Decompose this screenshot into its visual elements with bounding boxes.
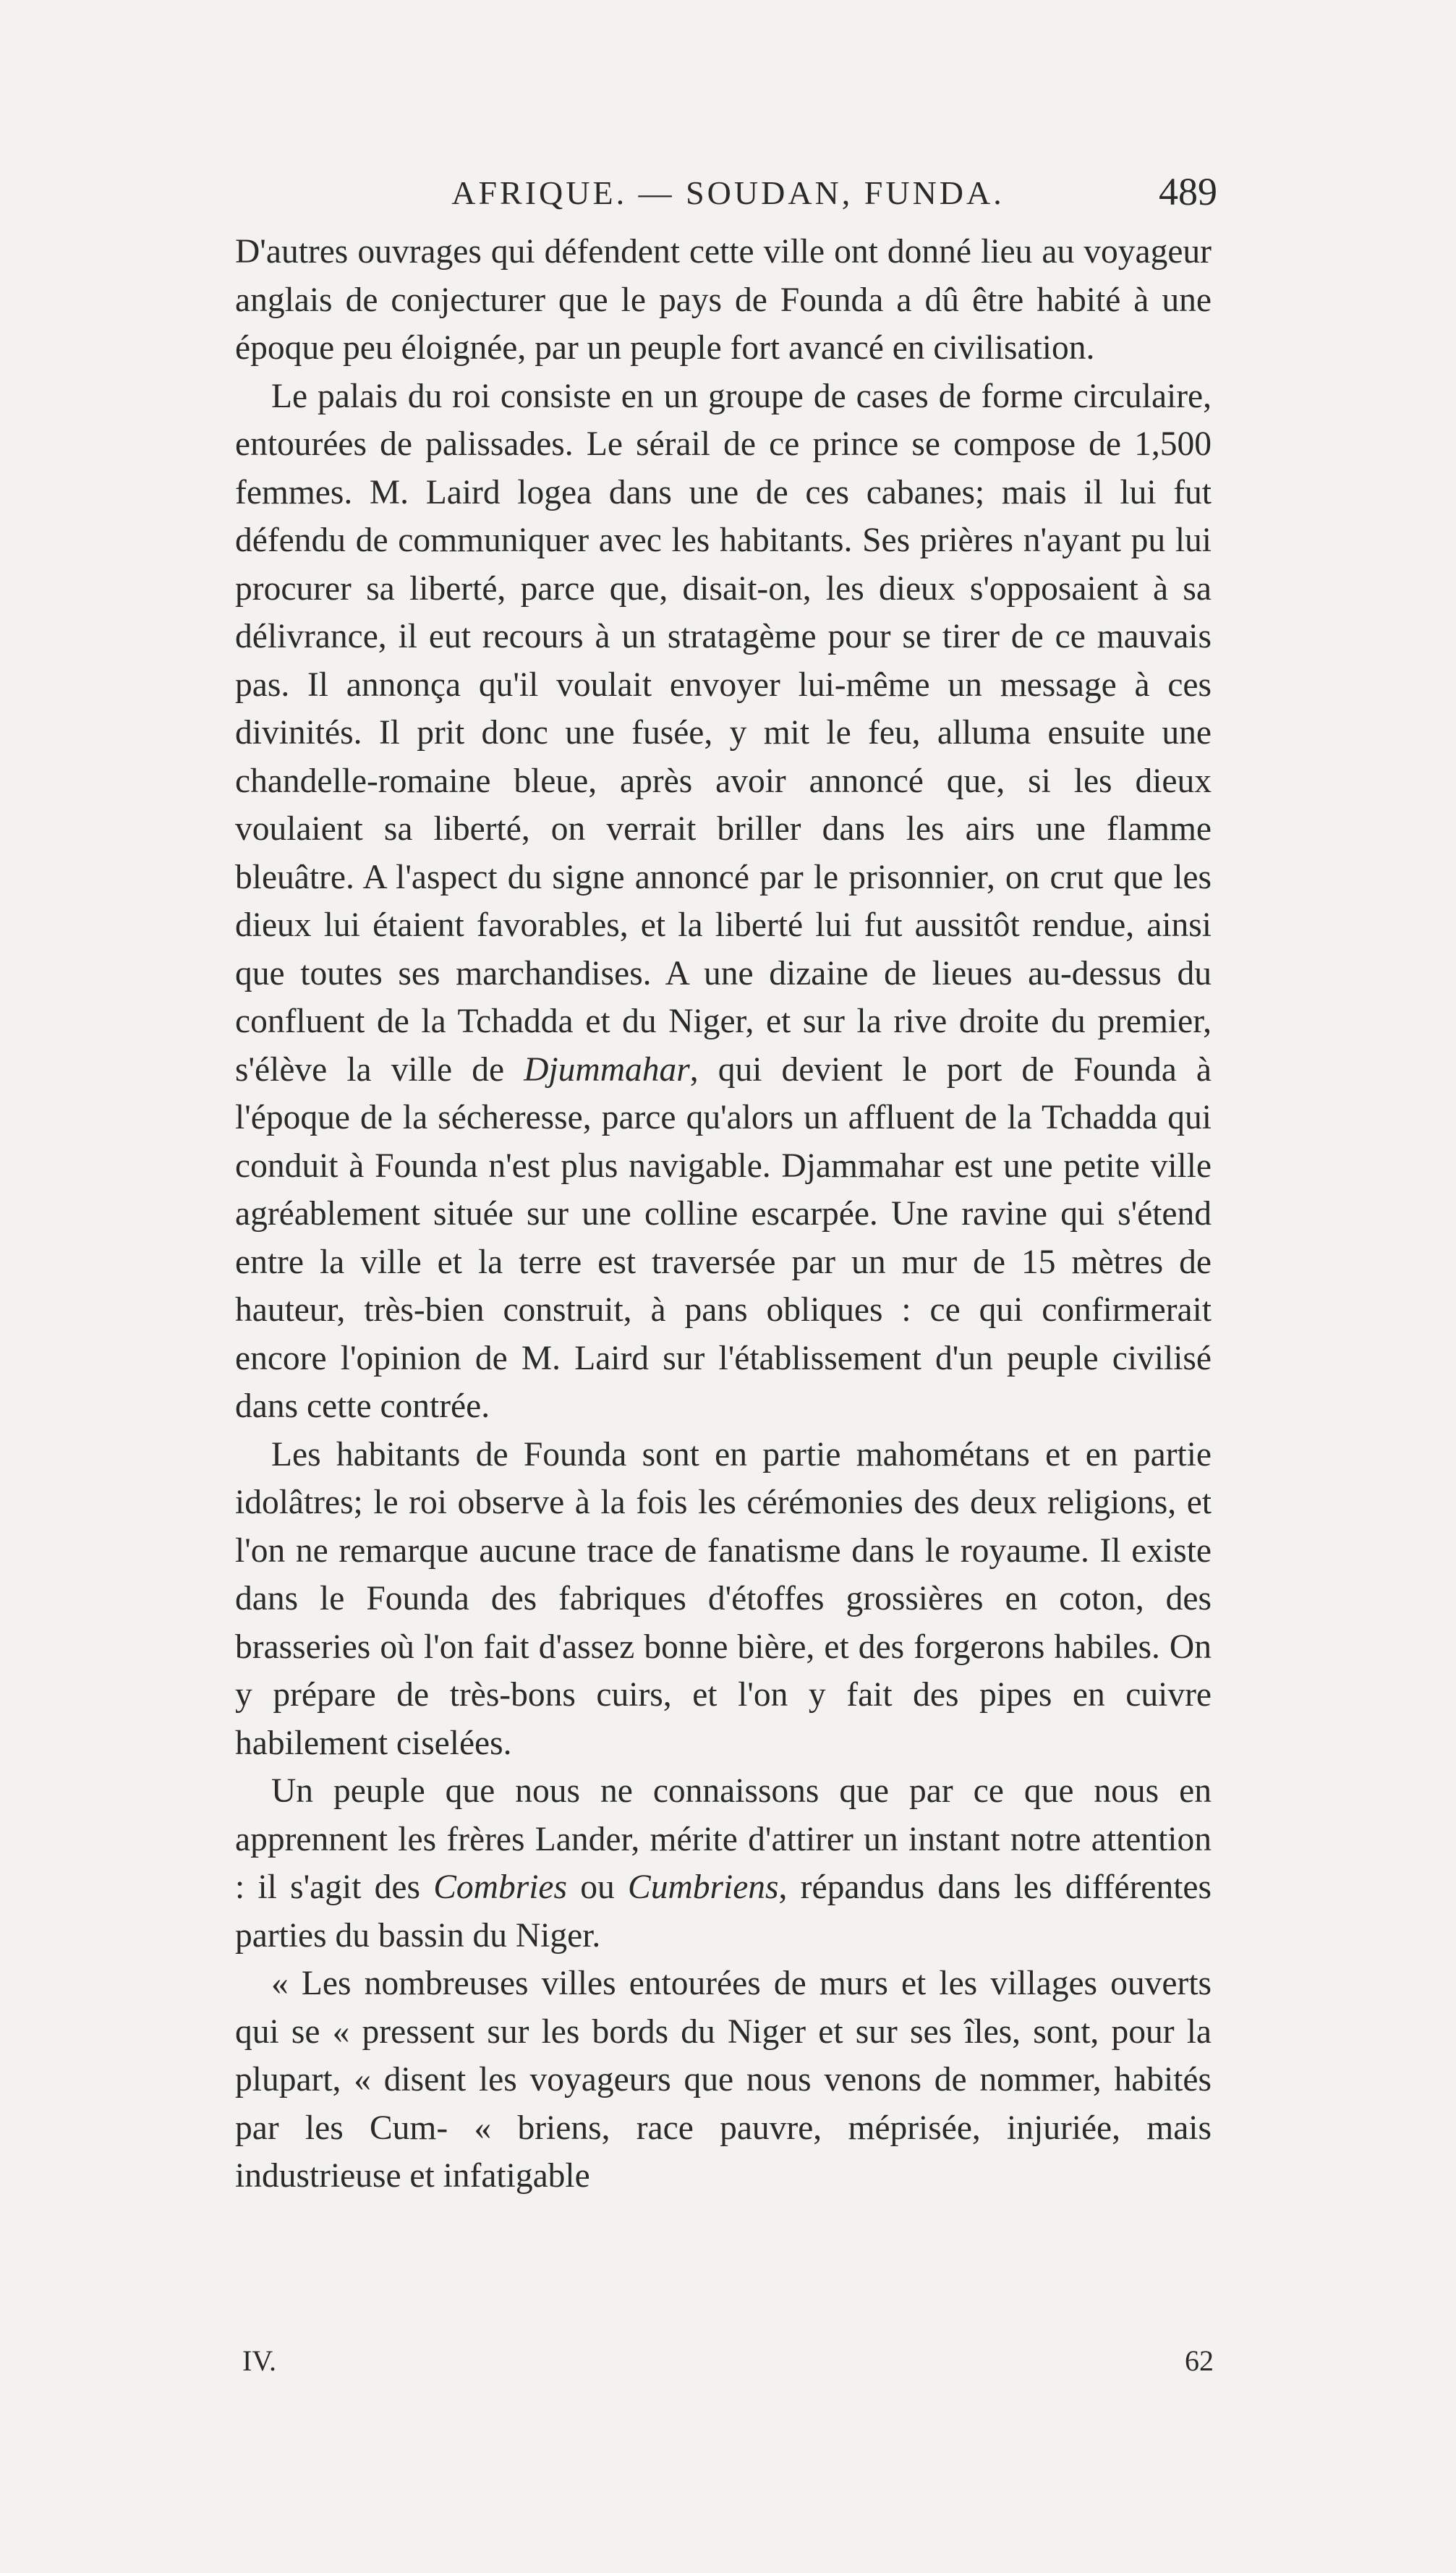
- page-footer: [242, 2344, 1214, 2387]
- paragraph-3: Les habitants de Founda sont en partie mahométans et en partie idolâtres; le roi observe à la fois les cérémonies des deux religions, et l'on ne remarque aucune trace de fanatisme dans le royaume. Il existe dans le Founda des fabriques d'étoffes grossières en coton, des brasseries où l'on fait d'assez bonne bière, et des forgerons habiles. On y prépare de très-bons cuirs, et l'on y fait des pipes en cuivre habilement ciselées.: [235, 1435, 1212, 1762]
- body-text: [235, 228, 1212, 2200]
- signature-mark: 62: [1185, 2344, 1214, 2377]
- paragraph-4-part-1: Un peuple que nous ne connaissons que par ce que nous en apprennent les frères Lander, mérite d'attirer un instant notre attention : il s'agit des: [235, 1772, 1212, 1906]
- paragraph-1: D'autres ouvrages qui défendent cette ville ont donné lieu au voyageur anglais de conjecturer que le pays de Founda a dû être habité à une époque peu éloignée, par un peuple fort avancé en civilisation.: [235, 233, 1212, 367]
- people-name-combries: Combries: [433, 1868, 567, 1906]
- paragraph-2: [235, 373, 1212, 1431]
- running-head: AFRIQUE. — SOUDAN, FUNDA.: [451, 174, 1005, 211]
- paragraph-2-part-2: , qui devient le port de Founda à l'époque de la sécheresse, parce qu'alors un affluent de la Tchadda qui conduit à Founda n'est plus navigable. Djammahar est une petite ville agréablement située sur une colline escarpée. Une ravine qui s'étend entre la ville et la terre est traversée par un mur de 15 mètres de hauteur, très-bien construit, à pans obliques : ce qui confirmerait encore l'opinion de M. Laird sur l'établissement d'un peuple civilisé dans cette contrée.: [235, 1050, 1212, 1425]
- page-number: 489: [1159, 170, 1217, 213]
- paragraph-4-part-2: ou: [567, 1868, 629, 1906]
- volume-number: IV.: [242, 2344, 277, 2377]
- paragraph-4-part-3: , répandus dans les différentes parties du bassin du Niger.: [235, 1868, 1212, 1955]
- quotation: « Les nombreuses villes entourées de murs et les villages ouverts qui se « pressent sur les bords du Niger et sur ses îles, sont, pour la plupart, « disent les voyageurs que nous venons de nommer, habités par les Cum- « briens, race pauvre, méprisée, injuriée, mais industrieuse et infatigable: [235, 1965, 1212, 2195]
- paragraph-2-part-1: Le palais du roi consiste en un groupe de cases de forme circulaire, entourées de palissades. Le sérail de ce prince se compose de 1,500 femmes. M. Laird logea dans une de ces cabanes; mais il lui fut défendu de communiquer avec les habitants. Ses prières n'ayant pu lui procurer sa liberté, parce que, disait-on, les dieux s'opposaient à sa délivrance, il eut recours à un stratagème pour se tirer de ce mauvais pas. Il annonça qu'il voulait envoyer lui-même un message à ces divinités. Il prit donc une fusée, y mit le feu, alluma ensuite une chandelle-romaine bleue, après avoir annoncé que, si les dieux voulaient sa liberté, on verrait briller dans les airs une flamme bleuâtre. A l'aspect du signe annoncé par le prisonnier, on crut que les dieux lui étaient favorables, et la liberté lui fut aussitôt rendue, ainsi que toutes ses marchandises. A une dizaine de lieues au-dessus du confluent de la Tchadda et du Niger, et sur la rive droite du premier, s'élève la ville de: [235, 377, 1212, 1089]
- page-header: [239, 170, 1217, 217]
- place-name-djummahar: Djummahar: [524, 1050, 690, 1089]
- people-name-cumbriens: Cumbriens: [628, 1868, 779, 1906]
- paragraph-4: [235, 1767, 1212, 1960]
